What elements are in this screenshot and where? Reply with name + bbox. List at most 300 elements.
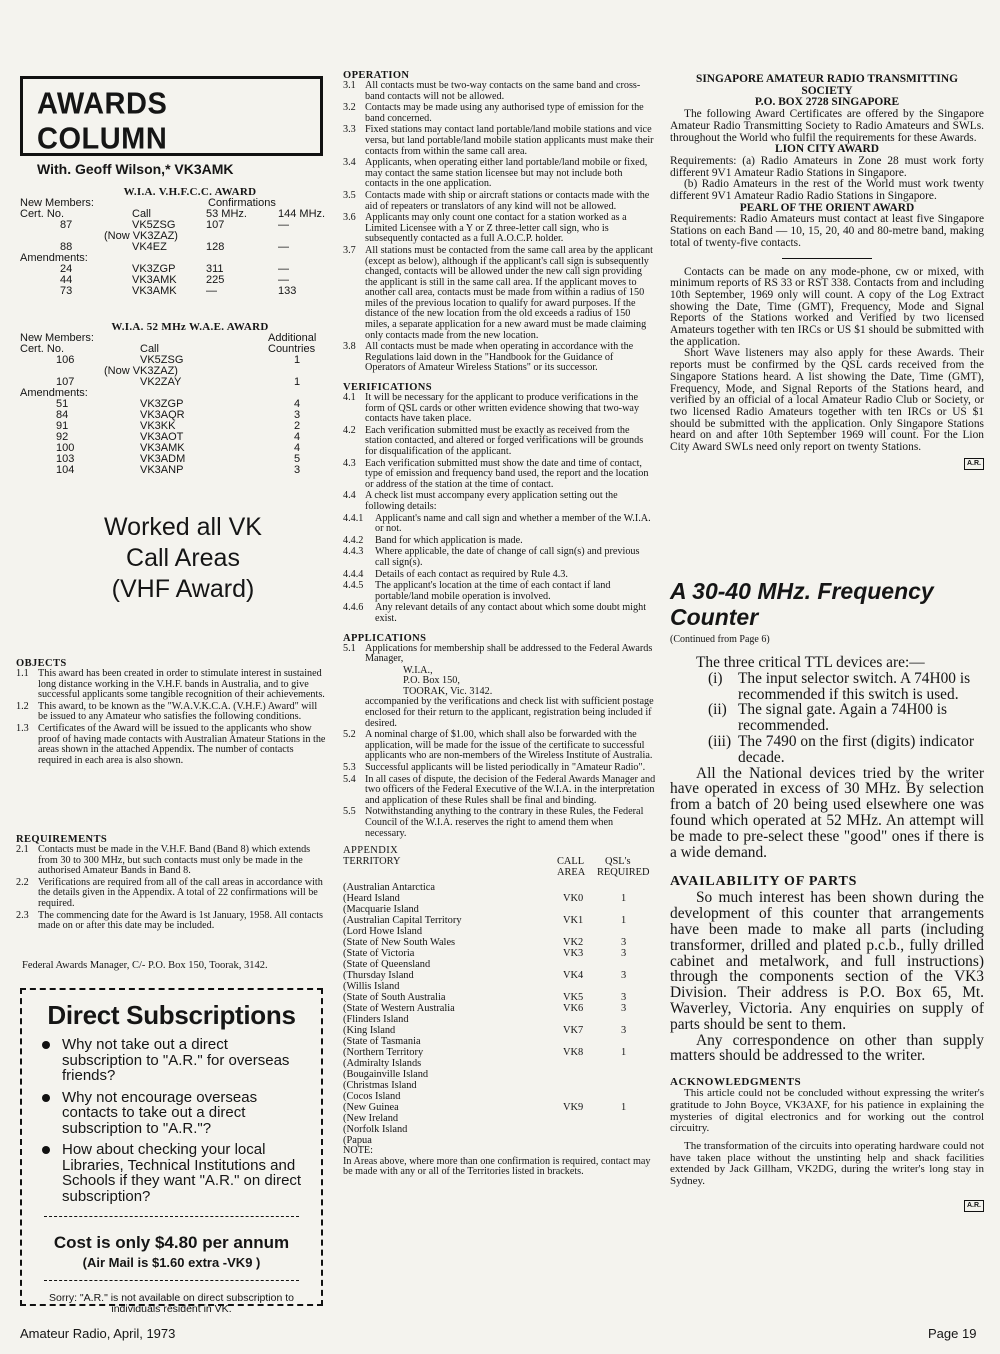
rule-number: 3.4 <box>343 157 356 169</box>
rule-text: Verifications are required from all of the call areas in accordance with the details given in the Appendix. A total of 22 confirmations will be required. <box>38 876 323 909</box>
appendix-cell: (Papua <box>343 1135 372 1147</box>
rule-number: 4.4.3 <box>343 546 364 558</box>
table-cell: — <box>278 263 289 275</box>
rule-text: All contacts must be made when operating in accordance with the Regulations laid down in the "Handbook for the Guidance of Operators of Amateur Wireless Stations" or its successor. <box>365 341 634 374</box>
appendix-row <box>343 970 656 981</box>
appendix-cell: (Lord Howe Island <box>343 926 423 938</box>
table-cell: 1 <box>294 354 301 366</box>
rule-item <box>16 702 326 723</box>
table-cell: 2 <box>294 420 301 432</box>
rule-text: A nominal charge of $1.00, which shall also be forwarded with the application, will be made for the issue of the certificate to successful applicants who are non-members of the Wireless Institute of Australia. <box>365 729 653 762</box>
table-cell: — <box>278 241 289 253</box>
table-cell: VK2ZAY <box>140 376 182 388</box>
appendix-cell: VK0 <box>563 893 584 905</box>
rule-item <box>343 807 656 839</box>
correspondence-paragraph: Any correspondence on other than supply matters should be addressed to the writer. <box>670 1031 984 1065</box>
appendix-cell: (Cocos Island <box>343 1091 401 1103</box>
wae-title: W.I.A. 52 MHz W.A.E. AWARD <box>111 321 269 333</box>
appendix-cell: 3 <box>621 970 627 982</box>
table-row <box>20 465 330 476</box>
rule-item <box>16 911 326 932</box>
appendix-cell: (King Island <box>343 1025 396 1037</box>
appendix-cell: (Bougainville Island <box>343 1069 429 1081</box>
rule-item <box>343 342 656 374</box>
lion-city-req-b: (b) Radio Amateurs in the rest of the World must work twenty different 9V1 Amateur Radio Radio Stations in Singapore. <box>670 178 984 203</box>
ttl-list-item <box>670 671 984 703</box>
appendix-row <box>343 1102 656 1113</box>
operation-heading: OPERATION <box>343 70 410 81</box>
table-cell: New Members: <box>20 332 94 344</box>
table-cell: VK5ZSG <box>132 219 176 231</box>
table-cell: VK3AMK <box>132 285 177 297</box>
table-cell: 3 <box>294 409 301 421</box>
appendix-cell: (State of New South Wales <box>343 937 456 949</box>
national-paragraph: All the National devices tried by the writer have operated in excess of 30 MHz. By selection from a batch of 20 being used elsewhere one was found which operated at 52 MHz. An attempt will be made to pre-select these "good" ones if there is a wide demand. <box>670 764 984 861</box>
appendix-note-label: NOTE: <box>343 1145 373 1157</box>
appendix-cell: 1 <box>621 893 627 905</box>
requirements-items <box>16 845 326 932</box>
worked-all-vk-line1: Worked all VK <box>104 513 262 541</box>
table-cell: 87 <box>60 219 73 231</box>
rule-item <box>16 669 326 701</box>
subscription-cost: Cost is only $4.80 per annum <box>53 1233 290 1252</box>
appendix-cell: (Australian Capital Territory <box>343 915 462 927</box>
appendix-cell: (Macquarie Island <box>343 904 419 916</box>
table-cell: 24 <box>60 263 73 275</box>
rule-number: 1.1 <box>16 668 29 679</box>
appendix-cell: 1 <box>621 915 627 927</box>
appendix-cell: (New Guinea <box>343 1102 399 1114</box>
subscription-item: Why not encourage overseas contacts to take out a direct subscription to "A.R."? <box>34 1090 309 1137</box>
rule-number: 4.4.6 <box>343 602 364 614</box>
rule-text: Any relevant details of any contact about which some doubt might exist. <box>375 602 647 624</box>
worked-all-vk-heading <box>20 512 346 605</box>
vhfcc-title: W.I.A. V.H.F.C.C. AWARD <box>123 186 257 198</box>
subscription-item: Why not take out a direct subscription to "A.R." for overseas friends? <box>34 1037 309 1084</box>
table-cell: Confirmations <box>208 197 276 209</box>
table-cell: 91 <box>56 420 69 432</box>
appendix-cell: (State of Western Australia <box>343 1003 455 1015</box>
rule-text: This award has been created in order to stimulate interest in sustained long distance working in the V.H.F. bands in Australia, and to give successful applicants some tangible recognition of their achievements. <box>38 668 325 701</box>
table-cell: 225 <box>206 274 225 286</box>
table-cell: 51 <box>56 398 69 410</box>
rule-text: Applicants, when operating either land portable/land mobile or fixed, may contact the same station licensee but may not include both contacts in the one application. <box>365 157 648 190</box>
table-cell: VK3AQR <box>140 409 185 421</box>
table-cell: 103 <box>56 453 75 465</box>
rule-item <box>343 581 656 602</box>
appendix-cell: (Thursday Island <box>343 970 414 982</box>
article-title: A 30-40 MHz. Frequency <box>670 578 934 604</box>
table-cell: 4 <box>294 442 301 454</box>
pearl-req: Requirements: Radio Amateurs must contact at least five Singapore Stations on each Band — 10, 15, 20, 40 and 80-metre band, making total of twenty-five contacts. <box>670 213 984 249</box>
rule-number: 4.4 <box>343 490 356 502</box>
objects-heading: OBJECTS <box>16 658 67 669</box>
verifications-heading: VERIFICATIONS <box>343 382 433 394</box>
table-cell: VK3AMK <box>132 274 177 286</box>
appendix-note: In Areas above, where more than one confirmation is required, contact may be made with any or all of the Territories listed in brackets. <box>343 1155 651 1178</box>
singapore-address: P.O. BOX 2728 SINGAPORE <box>754 96 900 109</box>
appendix-cell: (State of Victoria <box>343 948 415 960</box>
rule-number: 3.1 <box>343 80 356 91</box>
ttl-list-item <box>670 702 984 734</box>
appendix-row <box>343 1069 656 1080</box>
table-cell: 92 <box>56 431 69 443</box>
appendix-row <box>343 981 656 992</box>
rule-item <box>343 459 656 491</box>
table-cell: 100 <box>56 442 75 454</box>
rule-number: 2.1 <box>16 844 29 855</box>
application-items <box>343 730 656 839</box>
table-cell: 5 <box>294 453 301 465</box>
table-cell: 84 <box>56 409 69 421</box>
rule-item <box>343 775 656 807</box>
rule-text: Band for which application is made. <box>375 534 523 546</box>
rule-text: Applicants may only count one contact for a station worked as a Limited Licensee with a Y or Z three-letter call sign, who is subsequently contacted as a full A.O.C.P. holder. <box>365 212 627 245</box>
continued-note: (Continued from Page 6) <box>670 634 770 645</box>
list-text: The signal gate. Again a 74H00 is recommended. <box>738 701 948 735</box>
list-number: (ii) <box>708 701 727 719</box>
table-cell: 44 <box>60 274 73 286</box>
rule-number: 5.5 <box>343 806 356 818</box>
rule-item <box>343 514 656 535</box>
appendix-row <box>343 1135 656 1146</box>
rule-item <box>343 491 656 512</box>
table-cell: Call <box>140 343 159 355</box>
table-cell: 104 <box>56 464 75 476</box>
rule-text: Contacts must be made in the V.H.F. Band (Band 8) which extends from 30 to 300 MHz, but such contacts must only be made in the authorised Amateur Bands in Band 8. <box>38 844 311 877</box>
rule-text: Notwithstanding anything to the contrary in these Rules, the Federal Council of the W.I.A. reserves the right to amend them when necessary. <box>365 806 644 839</box>
table-cell: 88 <box>60 241 73 253</box>
rule-text: All contacts must be two-way contacts on the same band and cross-band contacts will not be allowed. <box>365 80 641 102</box>
singapore-section <box>670 74 984 470</box>
fam-address: Federal Awards Manager, C/- P.O. Box 150, Toorak, 3142. <box>22 960 268 971</box>
operation-items <box>343 81 656 374</box>
rule-item <box>343 125 656 157</box>
appendix-row <box>343 915 656 926</box>
table-row <box>20 286 330 297</box>
rule-number: 4.4.1 <box>343 512 364 524</box>
appendix-cell: 3 <box>621 937 627 949</box>
rule-text: Contacts made with ship or aircraft stations or contacts made with the aid of repeaters or translators of any kind will not be allowed. <box>365 189 650 212</box>
appendix-cell: (Christmas Island <box>343 1080 417 1092</box>
rule-number: 3.3 <box>343 124 356 136</box>
table-cell: 311 <box>206 263 224 275</box>
appendix-cell: (Norfolk Island <box>343 1124 408 1136</box>
rule-number: 2.3 <box>16 909 29 921</box>
singapore-heading: SINGAPORE AMATEUR RADIO TRANSMITTING <box>696 73 958 85</box>
rule-text: Successful applicants will be listed periodically in "Amateur Radio". <box>365 762 646 774</box>
rule-number: 4.4.4 <box>343 568 364 580</box>
rule-text: It will be necessary for the applicant to produce verifications in the form of QSL cards or other written evidence showing that two-way contacts have taken place. <box>365 392 640 425</box>
appendix-cell: VK7 <box>563 1025 584 1037</box>
appendix-row <box>343 937 656 948</box>
rule-item <box>16 878 326 910</box>
rule-item <box>343 191 656 212</box>
rule-text: Certificates of the Award will be issued to the applicants who show proof of having made contacts with Australian Amateur Stations in the areas shown in the attached Appendix. The number of contacts required in each area is also shown. <box>38 722 326 766</box>
pearl-heading: PEARL OF THE ORIENT AWARD <box>739 201 915 214</box>
appendix-row <box>343 1124 656 1135</box>
ar-logo: A.R. <box>670 452 984 470</box>
wae-award-table <box>20 321 330 476</box>
appendix-row <box>343 926 656 937</box>
appendix-row <box>343 1047 656 1058</box>
rule-text: Fixed stations may contact land portable/land mobile stations and vice versa, but land portable/land mobile station applicants must make their contacts from within the same call area. <box>365 124 654 157</box>
ar-logo: A.R. <box>670 1194 984 1212</box>
table-cell: VK3ANP <box>140 464 184 476</box>
table-cell: 1 <box>294 376 301 388</box>
rule-number: 3.5 <box>343 189 356 201</box>
ttl-items <box>670 671 984 766</box>
appendix-heading: APPENDIX <box>343 845 399 857</box>
appendix-cell: 3 <box>621 948 627 960</box>
rule-item <box>343 547 656 568</box>
appendix-cell: VK8 <box>563 1047 584 1059</box>
appendix-header: TERRITORY CALL AREA QSL's REQUIRED <box>343 856 650 879</box>
table-cell: VK4EZ <box>132 241 167 253</box>
rule-item <box>343 103 656 124</box>
ttl-list-item <box>670 734 984 766</box>
article-title-2: Counter <box>670 604 759 630</box>
rule-item: 5.1 Applications for membership shall be addressed to the Federal Awards Manager, <box>343 642 653 665</box>
rule-item <box>343 570 656 581</box>
rule-number: 5.3 <box>343 762 356 774</box>
table-cell: 73 <box>60 285 73 297</box>
rule-number: 4.2 <box>343 424 356 436</box>
table-cell: 3 <box>294 464 301 476</box>
bullet-icon <box>42 1146 50 1154</box>
rule-text: Where applicable, the date of change of call sign(s) and previous call sign(s). <box>375 546 640 568</box>
awards-column-title: AWARDS COLUMN <box>37 87 168 156</box>
footer-page-number: Page 19 <box>928 1326 977 1341</box>
requirements-heading: REQUIREMENTS <box>16 834 108 845</box>
rule-item <box>343 763 656 774</box>
rule-item-continued: accompanied by the verifications and check list with sufficient postage enclosed for their return to the applicant, registration being included if desired. <box>365 696 654 729</box>
rule-number: 3.8 <box>343 341 356 353</box>
table-cell: 4 <box>294 431 301 443</box>
appendix-cell: 3 <box>621 1003 627 1015</box>
acknowledgments-heading: ACKNOWLEDGMENTS <box>670 1076 802 1089</box>
objects-section <box>16 650 326 767</box>
table-cell: VK3AMK <box>140 442 185 454</box>
appendix-cell: VK3 <box>563 948 584 960</box>
table-cell: — <box>278 274 289 286</box>
appendix-cell: VK2 <box>563 937 584 949</box>
rule-item <box>16 845 326 877</box>
appendix-row <box>343 882 656 893</box>
appendix-cell: (State of Queensland <box>343 959 431 971</box>
appendix-row <box>343 992 656 1003</box>
appendix-cell: (Heard Island <box>343 893 400 905</box>
subscription-note: Sorry: "A.R." is not available on direct subscription to individuals resident in VK. <box>49 1292 294 1315</box>
appendix-cell: (Admiralty Islands <box>343 1058 422 1070</box>
vhfcc-rows <box>20 198 330 297</box>
appendix-cell: (Northern Territory <box>343 1047 424 1059</box>
rule-item <box>343 81 656 102</box>
awards-column-byline: With. Geoff Wilson,* VK3AMK <box>37 161 234 177</box>
table-cell: Countries <box>268 343 316 355</box>
availability-heading: AVAILABILITY OF PARTS <box>670 874 858 890</box>
appendix-cell: VK9 <box>563 1102 584 1114</box>
rule-text: Applicant's name and call sign and whether a member of the W.I.A. or not. <box>375 512 651 535</box>
divider <box>44 1216 299 1217</box>
rule-item <box>343 426 656 458</box>
singapore-swl: Short Wave listeners may also apply for these Awards. Their reports must be confirmed by the QSL cards received from the Singapore Stations heard. A list showing the Date, Time (GMT), Frequency, Mode, and Signal Reports of the Stations heard, and verified by an official of a local Amateur Radio Club or Society, or two licensed Radio Amateurs together with ten IRCs or US $1 should be submitted with the application. Only Singapore Stations heard on and after 10th September 1969 will count. For the Lion City Award SWLs need only report on twenty Stations. <box>670 347 984 454</box>
bullet-icon <box>42 1041 50 1049</box>
subscription-title: Direct Subscriptions <box>47 1000 296 1030</box>
table-cell: VK3AOT <box>140 431 184 443</box>
operation-section <box>343 70 656 1178</box>
rule-text: Each verification submitted must be exactly as received from the station contacted, and altered or forged verifications will be grounds for disqualification of the applicant. <box>365 424 644 457</box>
applications-heading: APPLICATIONS <box>343 632 427 644</box>
appendix-row <box>343 904 656 915</box>
list-text: The input selector switch. A 74H00 is recommended if this switch is used. <box>738 669 971 703</box>
table-cell: Additional <box>268 332 317 344</box>
rule-text: Details of each contact as required by Rule 4.3. <box>375 568 568 580</box>
appendix-cell: 3 <box>621 1025 627 1037</box>
table-cell: VK3ZGP <box>140 398 184 410</box>
table-cell: 4 <box>294 398 301 410</box>
rule-number: 3.6 <box>343 212 356 224</box>
table-cell: Amendments: <box>20 387 88 399</box>
wae-rows <box>20 333 330 476</box>
table-cell: Amendments: <box>20 252 88 264</box>
rule-number: 1.3 <box>16 722 29 734</box>
appendix-row <box>343 1014 656 1025</box>
table-cell: 128 <box>206 241 225 253</box>
objects-items <box>16 669 326 766</box>
rule-number: 4.4.2 <box>343 534 364 546</box>
table-cell: 144 MHz. <box>278 208 326 220</box>
appendix-cell: 1 <box>621 1047 627 1059</box>
fam-postal-address: W.I.A., P.O. Box 150, TOORAK, Vic. 3142. <box>403 664 493 697</box>
list-number: (i) <box>708 669 723 687</box>
appendix-rows <box>343 882 656 1146</box>
appendix-cell: VK4 <box>563 970 584 982</box>
appendix-cell: (Australian Antarctica <box>343 882 436 894</box>
rule-item <box>343 730 656 762</box>
appendix-cell: (Flinders Island <box>343 1014 409 1026</box>
appendix-row <box>343 893 656 904</box>
rule-number: 4.1 <box>343 392 356 404</box>
rule-number: 5.2 <box>343 729 356 741</box>
appendix-row <box>343 1036 656 1047</box>
rule-item <box>343 158 656 190</box>
appendix-row <box>343 948 656 959</box>
rule-item <box>343 393 656 425</box>
requirements-section <box>16 826 326 933</box>
singapore-intro: The following Award Certificates are offered by the Singapore Amateur Radio Transmitting Society to Radio Amateurs and SWLs. throughout the World who fulfil the requirements for these Awards. <box>670 108 984 144</box>
acknowledgments-1: This article could not be concluded without expressing the writer's gratitude to John Boyce, VK3AXF, for his patience in explaining the mysteries of digital electronics and for working out the control circuitry. <box>670 1087 984 1135</box>
rule-number: 3.2 <box>343 102 356 114</box>
appendix-row <box>343 1080 656 1091</box>
table-cell: 107 <box>56 376 75 388</box>
table-cell: (Now VK3ZAZ) <box>104 365 178 377</box>
acknowledgments-2: The transformation of the circuits into operating hardware could not have taken place without the unstinting help and shack facilities extended by Jack Gillham, VK2DG, during the writer's long stay in Sydney. <box>670 1139 984 1188</box>
rule-number: 4.4.5 <box>343 580 364 592</box>
availability-paragraph: So much interest has been shown during the development of this counter that arrangements have been made to make all parts (including transformer, drilled and plated p.c.b., fully drilled cabinet and metalwork, and full instructions) through the components section of the VK3 Division. Their address is P.O. Box 65, Mt. Waverley, Victoria. Any enquiries on supply of parts should be sent to them. <box>670 889 984 1033</box>
footer-publication: Amateur Radio, April, 1973 <box>20 1326 176 1341</box>
rule-number: 3.7 <box>343 244 356 256</box>
rule-number: 1.2 <box>16 700 29 712</box>
rule-item <box>16 724 326 766</box>
worked-all-vk-line2: Call Areas <box>126 544 240 572</box>
rule-item <box>343 536 656 547</box>
subscription-box <box>20 988 323 1315</box>
lion-city-req-a: Requirements: (a) Radio Amateurs in Zone 28 must work forty different 9V1 Amateur Radio Stations in Singapore. <box>670 154 984 179</box>
appendix-row <box>343 1091 656 1102</box>
rule-text: The applicant's location at the time of each contact if land portable/land mobile operation is involved. <box>375 580 611 602</box>
table-cell: — <box>206 285 217 297</box>
rule-text: All stations must be contacted from the same call area by the applicant (except as below), although if the applicant's call sign is subsequently changed, contacts will be allowed under the new call sign providing the applicant is still in the same call area. If the applicant moves to another call area, contacts must be made from within a radius of 150 miles of the previous location to qualify for award purposes. If the distance of the new location from the old exceeds a radius of 150 miles, a separate application for a new award must be made claiming only contacts made from the new location. <box>365 244 653 341</box>
table-cell: (Now VK3ZAZ) <box>104 230 178 242</box>
appendix-cell: (State of South Australia <box>343 992 446 1004</box>
rule-text: The commencing date for the Award is 1st January, 1958. All contacts made on or after this date may be included. <box>38 909 323 932</box>
rule-text: A check list must accompany every application setting out the following details: <box>365 490 618 512</box>
table-cell: Cert. No. <box>20 343 65 355</box>
rule-number: 5.4 <box>343 773 356 785</box>
rule-item <box>343 213 656 245</box>
appendix-cell: (New Ireland <box>343 1113 399 1125</box>
appendix-row <box>343 1058 656 1069</box>
appendix-cell: VK1 <box>563 915 584 927</box>
rule-text: In all cases of dispute, the decision of the Federal Awards Manager and two officers of the Federal Executive of the W.I.A. in the interpretation and application of these Rules shall be final and binding. <box>365 773 656 806</box>
appendix-cell: 3 <box>621 992 627 1004</box>
divider <box>782 258 872 259</box>
lion-city-heading: LION CITY AWARD <box>774 143 879 156</box>
table-cell: New Members: <box>20 197 94 209</box>
table-cell: 107 <box>206 219 225 231</box>
rule-text: Contacts may be made using any authorised type of emission for the band concerned. <box>365 102 644 124</box>
table-cell: 106 <box>56 354 75 366</box>
rule-item <box>343 246 656 341</box>
frequency-counter-article <box>670 578 984 1212</box>
table-cell: — <box>278 219 289 231</box>
awards-column-header <box>20 76 323 177</box>
bullet-icon <box>42 1094 50 1102</box>
rule-number: 2.2 <box>16 876 29 888</box>
table-cell: VK5ZSG <box>140 354 184 366</box>
list-number: (iii) <box>708 732 732 750</box>
divider <box>44 1280 299 1281</box>
table-cell: Call <box>132 208 151 220</box>
rule-item <box>343 603 656 624</box>
rule-text: Each verification submitted must show the date and time of contact, type of emission and frequency band used, the report and the location or address of the station at the time of contact. <box>365 457 649 490</box>
rule-text: This award, to be known as the "W.A.V.K.C.A. (V.H.F.) Award" will be issued to any Amateur who satisfies the following conditions. <box>38 700 318 723</box>
subscription-airmail: (Air Mail is $1.60 extra -VK9 ) <box>82 1255 261 1270</box>
table-cell: VK3ADM <box>140 453 186 465</box>
rule-number: 4.3 <box>343 457 356 469</box>
table-cell: Cert. No. <box>20 208 65 220</box>
appendix-cell: VK6 <box>563 1003 584 1015</box>
table-cell: 53 MHz. <box>206 208 247 220</box>
appendix-cell: (Willis Island <box>343 981 400 993</box>
table-cell: VK3KK <box>140 420 176 432</box>
table-cell: 133 <box>278 285 297 297</box>
table-cell: VK3ZGP <box>132 263 176 275</box>
worked-all-vk-line3: (VHF Award) <box>111 575 255 603</box>
appendix-cell: VK5 <box>563 992 584 1004</box>
vhfcc-award-table <box>20 186 330 297</box>
appendix-cell: 1 <box>621 1102 627 1114</box>
singapore-heading-2: SOCIETY <box>801 84 853 97</box>
ttl-intro: The three critical TTL devices are:— <box>696 654 925 671</box>
appendix-row <box>343 1025 656 1036</box>
appendix-row <box>343 1113 656 1124</box>
verification-items <box>343 393 656 624</box>
subscription-item: How about checking your local Libraries, Technical Institutions and Schools if they want "A.R." on direct subscription? <box>34 1142 309 1204</box>
appendix-row <box>343 959 656 970</box>
list-text: The 7490 on the first (digits) indicator decade. <box>738 732 974 766</box>
